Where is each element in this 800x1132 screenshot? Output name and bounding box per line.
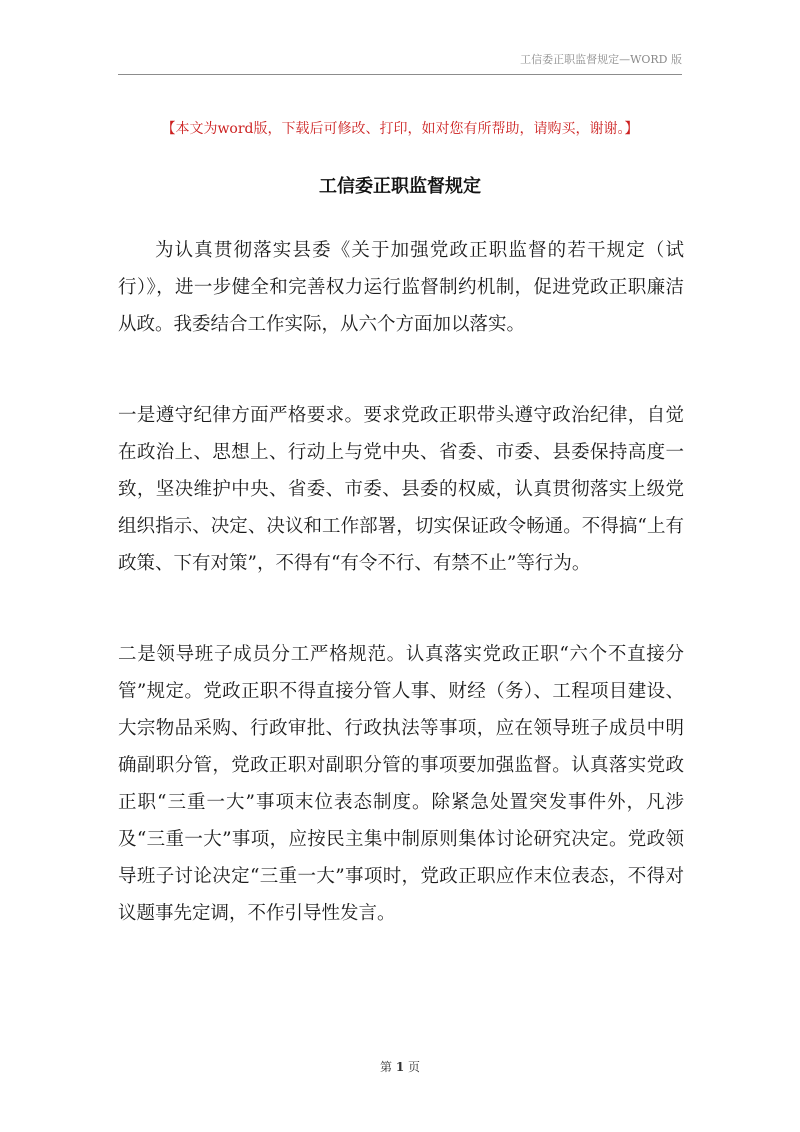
header-text: 工信委正职监督规定—WORD 版 [520, 53, 682, 66]
paragraph-division-of-labor: 二是领导班子成员分工严格规范。认真落实党政正职“六个不直接分管”规定。党政正职不得直接分管人事、财经（务）、工程项目建设、大宗物品采购、行政审批、行政执法等事项，应在领导班子成员中明确副职分管，党政正职对副职分管的事项要加强监督。认真落实党政正职“三重一大”事项末位表态制度。除紧急处置突发事件外，凡涉及“三重一大”事项，应按民主集中制原则集体讨论研究决定。党政领导班子讨论决定“三重一大”事项时，党政正职应作末位表态，不得对议题事先定调，不作引导性发言。 [118, 644, 684, 924]
page-header [118, 52, 682, 75]
page-number: 1 [395, 1060, 405, 1074]
document-title: 工信委正职监督规定 [319, 176, 481, 197]
footer-prefix: 第 [379, 1060, 392, 1074]
download-notice: 【本文为word版，下载后可修改、打印，如对您有所帮助，请购买，谢谢。】 [161, 121, 639, 137]
paragraph-intro: 为认真贯彻落实县委《关于加强党政正职监督的若干规定（试行）》，进一步健全和完善权力运行监督制约机制，促进党政正职廉洁从政。我委结合工作实际，从六个方面加以落实。 [118, 240, 684, 335]
page-footer [0, 1058, 800, 1076]
footer-suffix: 页 [408, 1060, 421, 1074]
paragraph-discipline: 一是遵守纪律方面严格要求。要求党政正职带头遵守政治纪律，自觉在政治上、思想上、行动上与党中央、省委、市委、县委保持高度一致，坚决维护中央、省委、市委、县委的权威，认真贯彻落实上级党组织指示、决定、决议和工作部署，切实保证政令畅通。不得搞“上有政策、下有对策”，不得有“有令不行、有禁不止”等行为。 [118, 405, 684, 574]
